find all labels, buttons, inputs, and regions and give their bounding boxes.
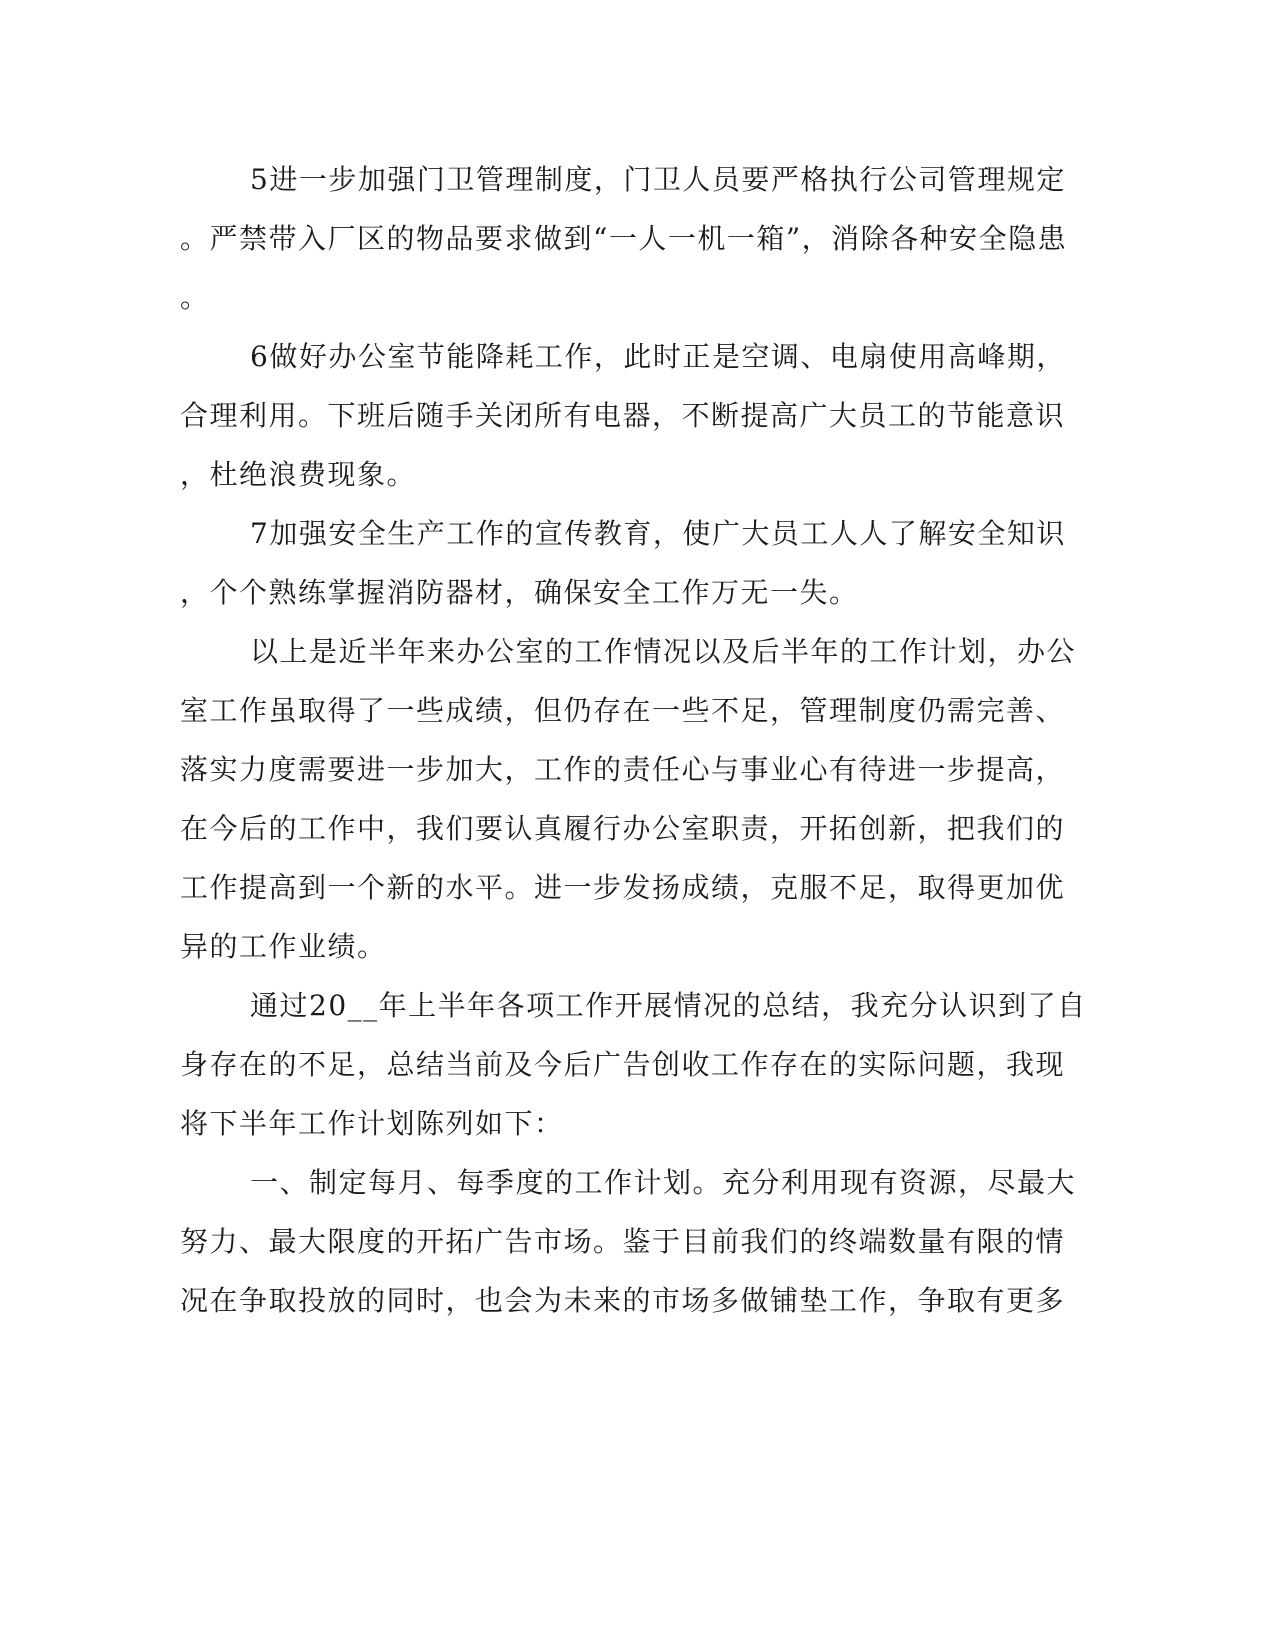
text-line: 一、制定每月、每季度的工作计划。充分利用现有资源，尽最大	[250, 1166, 1077, 1199]
text-line: ，个个熟练掌握消防器材，确保安全工作万无一失。	[180, 576, 859, 609]
text-line: 工作提高到一个新的水平。进一步发扬成绩，克服不足，取得更加优	[180, 871, 1066, 904]
text-line: 。	[180, 281, 210, 314]
text-line: 7加强安全生产工作的宣传教育，使广大员工人人了解安全知识	[250, 517, 1066, 550]
text-line: 。严禁带入厂区的物品要求做到“一人一机一箱”，消除各种安全隐患	[180, 222, 1068, 255]
text-line: 将下半年工作计划陈列如下：	[180, 1107, 564, 1140]
text-line: 室工作虽取得了一些成绩，但仍存在一些不足，管理制度仍需完善、	[180, 694, 1066, 727]
text-line: 异的工作业绩。	[180, 930, 387, 963]
text-line: 6做好办公室节能降耗工作，此时正是空调、电扇使用高峰期，	[250, 340, 1066, 373]
text-line: 努力、最大限度的开拓广告市场。鉴于目前我们的终端数量有限的情	[180, 1225, 1066, 1258]
text-line: ，杜绝浪费现象。	[180, 458, 417, 491]
text-line: 况在争取投放的同时，也会为未来的市场多做铺垫工作，争取有更多	[180, 1284, 1066, 1317]
text-line: 落实力度需要进一步加大，工作的责任心与事业心有待进一步提高，	[180, 753, 1066, 786]
text-line: 身存在的不足，总结当前及今后广告创收工作存在的实际问题，我现	[180, 1048, 1066, 1081]
text-line: 合理利用。下班后随手关闭所有电器，不断提高广大员工的节能意识	[180, 399, 1066, 432]
text-line: 通过20__年上半年各项工作开展情况的总结，我充分认识到了自	[250, 989, 1087, 1022]
text-line: 以上是近半年来办公室的工作情况以及后半年的工作计划，办公	[250, 635, 1077, 668]
text-line: 5进一步加强门卫管理制度，门卫人员要严格执行公司管理规定	[250, 163, 1066, 196]
text-line: 在今后的工作中，我们要认真履行办公室职责，开拓创新，把我们的	[180, 812, 1066, 845]
